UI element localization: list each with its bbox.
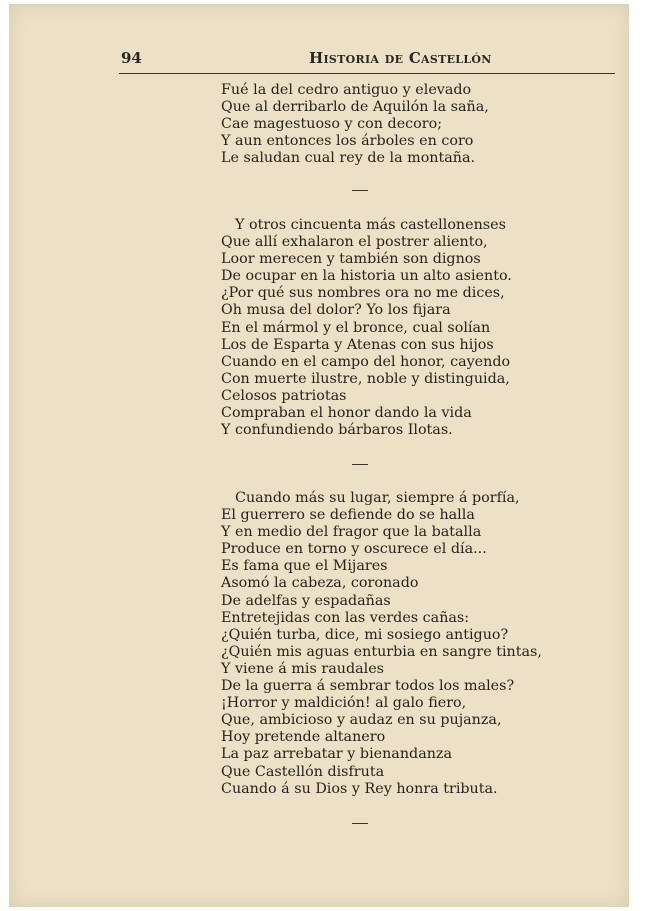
verse-line: ¿Por qué sus nombres ora no me dices,: [221, 285, 505, 302]
section-divider: [352, 823, 368, 824]
verse-line: La paz arrebatar y bienandanza: [221, 746, 452, 763]
book-page: [9, 4, 629, 907]
section-divider: [352, 190, 368, 191]
verse-line: Y viene á mis raudales: [221, 660, 384, 677]
stanza-1: [221, 82, 489, 167]
section-divider: [352, 464, 368, 465]
verse-line: ¡Horror y maldición! al galo fiero,: [221, 695, 467, 712]
verse-line: Es fama que el Mijares: [221, 558, 388, 575]
verse-line: Cuando más su lugar, siempre á porfía,: [235, 490, 520, 506]
verse-line: Cae magestuoso y con decoro;: [221, 116, 443, 133]
verse-line: Con muerte ilustre, noble y distinguida,: [221, 370, 510, 387]
verse-line: De la guerra á sembrar todos los males?: [221, 678, 515, 695]
verse-line: ¿Quién mis aguas enturbia en sangre tintas,: [221, 643, 542, 660]
verse-line: Celosos patriotas: [221, 387, 347, 404]
verse-line: Compraban el honor dando la vida: [221, 405, 472, 422]
page-number: 94: [121, 49, 142, 67]
verse-line: Que al derribarlo de Aquilón la saña,: [221, 99, 489, 116]
running-title: Historia de Castellón: [309, 49, 492, 67]
verse-line: Y otros cincuenta más castellonenses: [235, 217, 506, 233]
verse-line: Y aun entonces los árboles en coro: [221, 133, 474, 150]
verse-line: Produce en torno y oscurece el día...: [221, 541, 487, 558]
verse-line: Y en medio del fragor que la batalla: [221, 524, 482, 541]
verse-line: Fué la del cedro antiguo y elevado: [221, 82, 472, 98]
verse-line: Que, ambicioso y audaz en su pujanza,: [221, 712, 502, 729]
verse-line: Los de Esparta y Atenas con sus hijos: [221, 336, 494, 353]
verse-line: Cuando en el campo del honor, cayendo: [221, 353, 511, 370]
verse-line: Cuando á su Dios y Rey honra tributa.: [221, 780, 498, 797]
verse-line: Que Castellón disfruta: [221, 763, 385, 780]
stanza-2: [221, 217, 512, 439]
header-rule: [119, 73, 615, 74]
verse-line: Y confundiendo bárbaros Ilotas.: [221, 422, 453, 439]
verse-line: En el mármol y el bronce, cual solían: [221, 319, 491, 336]
verse-line: De ocupar en la historia un alto asiento.: [221, 268, 512, 285]
verse-line: De adelfas y espadañas: [221, 592, 391, 609]
verse-line: Entretejidas con las verdes cañas:: [221, 609, 470, 626]
verse-line: Oh musa del dolor? Yo los fijara: [221, 302, 451, 319]
verse-line: Que allí exhalaron el postrer aliento,: [221, 234, 488, 251]
verse-line: Le saludan cual rey de la montaña.: [221, 150, 476, 167]
verse-line: Hoy pretende altanero: [221, 729, 386, 746]
verse-line: ¿Quién turba, dice, mi sosiego antiguo?: [221, 626, 509, 643]
stanza-3: [221, 490, 542, 798]
verse-line: Asomó la cabeza, coronado: [221, 575, 419, 592]
verse-line: El guerrero se defiende do se halla: [221, 507, 475, 524]
verse-line: Loor merecen y también son dignos: [221, 251, 481, 268]
